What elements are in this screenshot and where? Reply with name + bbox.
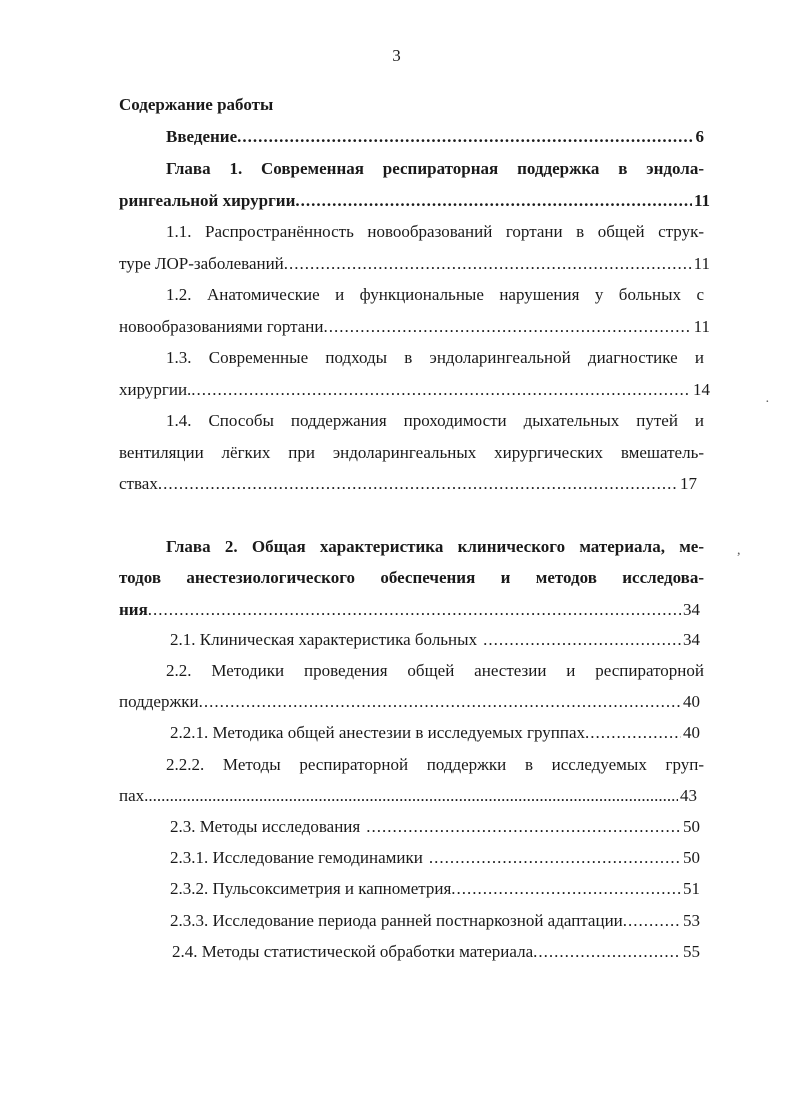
toc-entry-label: 2.1. Клиническая характеристика больных	[170, 630, 478, 649]
toc-section-1-2	[119, 317, 710, 337]
toc-entry-page: 17	[680, 474, 697, 493]
toc-section-1-1	[119, 254, 710, 274]
toc-entry-page: 53	[683, 911, 700, 930]
toc-entry-page: 55	[683, 942, 700, 961]
toc-section-2-1	[170, 630, 700, 650]
toc-entry-page: 40	[683, 692, 700, 711]
toc-entry-label: ствах	[119, 474, 158, 493]
toc-entry-label: 2.2.1. Методика общей анестезии в исследуемых группах	[170, 723, 585, 742]
toc-entry-page: 34	[683, 630, 700, 649]
toc-chapter-2-line-1: Глава 2. Общая характеристика клинического материала, ме-	[166, 537, 704, 556]
toc-section-1-4	[119, 474, 697, 494]
toc-entry-label: новообразованиями гортани	[119, 317, 324, 336]
toc-entry-label: 2.3. Методы исследования	[170, 817, 361, 836]
toc-entry-page: 34	[683, 600, 700, 619]
toc-entry-label: ния	[119, 600, 148, 619]
toc-entry-label: пах	[119, 786, 145, 805]
toc-section-1-3	[119, 380, 710, 400]
toc-entry-page: 43	[680, 786, 697, 805]
scan-speck: ·	[765, 395, 770, 410]
toc-chapter-1-line-1: Глава 1. Современная респираторная поддержка в эндола-	[166, 159, 704, 178]
toc-entry-label: 2.3.3. Исследование периода ранней постнаркозной адаптации	[170, 911, 623, 930]
toc-entry-page: 50	[683, 848, 700, 867]
toc-entry-page: 6	[695, 127, 704, 146]
toc-chapter-2-line-2: тодов анестезиологического обеспечения и методов исследова-	[119, 568, 704, 587]
toc-entry-page: 51	[683, 879, 700, 898]
toc-section-2-3	[170, 817, 700, 837]
toc-entry-label: 2.3.2. Пульсоксиметрия и капнометрия	[170, 879, 452, 898]
toc-section-2-3-3	[170, 911, 700, 931]
toc-entry-page: 11	[693, 254, 710, 273]
toc-chapter-2	[119, 600, 700, 620]
toc-section-1-1-line-1: 1.1. Распространённость новообразований гортани в общей струк-	[166, 222, 704, 241]
toc-section-2-2-1	[170, 723, 700, 743]
toc-section-1-2-line-1: 1.2. Анатомические и функциональные нарушения у больных с	[166, 285, 704, 304]
toc-section-2-3-2	[170, 879, 700, 899]
toc-entry-label: поддержки	[119, 692, 199, 711]
toc-entry-page: 11	[693, 191, 710, 210]
toc-section-1-4-line-1: 1.4. Способы поддержания проходимости дыхательных путей и	[166, 411, 704, 430]
toc-entry-page: 50	[683, 817, 700, 836]
toc-entry-page: 11	[693, 317, 710, 336]
toc-section-2-4	[172, 942, 700, 962]
page-number: 3	[392, 46, 401, 65]
toc-entry-label: хирургии.	[119, 380, 192, 399]
toc-section-1-3-line-1: 1.3. Современные подходы в эндоларингеальной диагностике и	[166, 348, 704, 367]
toc-section-2-2-2-line-1: 2.2.2. Методы респираторной поддержки в исследуемых груп-	[166, 755, 704, 774]
toc-entry-label: Введение	[166, 127, 238, 146]
toc-chapter-1	[119, 191, 710, 211]
toc-section-2-3-1	[170, 848, 700, 868]
toc-section-2-2-line-1: 2.2. Методики проведения общей анестезии и респираторной	[166, 661, 704, 680]
toc-entry-intro	[166, 127, 704, 147]
toc-entry-label: 2.3.1. Исследование гемодинамики	[170, 848, 423, 867]
toc-entry-page: 14	[693, 380, 710, 399]
toc-entry-label: рингеальной хирургии	[119, 191, 296, 210]
toc-entry-label: туре ЛОР-заболеваний	[119, 254, 284, 273]
toc-section-1-4-line-2: вентиляции лёгких при эндоларингеальных хирургических вмешатель-	[119, 443, 704, 462]
toc-section-2-2-2	[119, 786, 697, 806]
scan-speck: ,	[737, 543, 741, 558]
toc-entry-label: 2.4. Методы статистической обработки материала	[172, 942, 534, 961]
toc-entry-page: 40	[683, 723, 700, 742]
toc-title: Содержание работы	[119, 95, 274, 114]
toc-section-2-2	[119, 692, 700, 712]
